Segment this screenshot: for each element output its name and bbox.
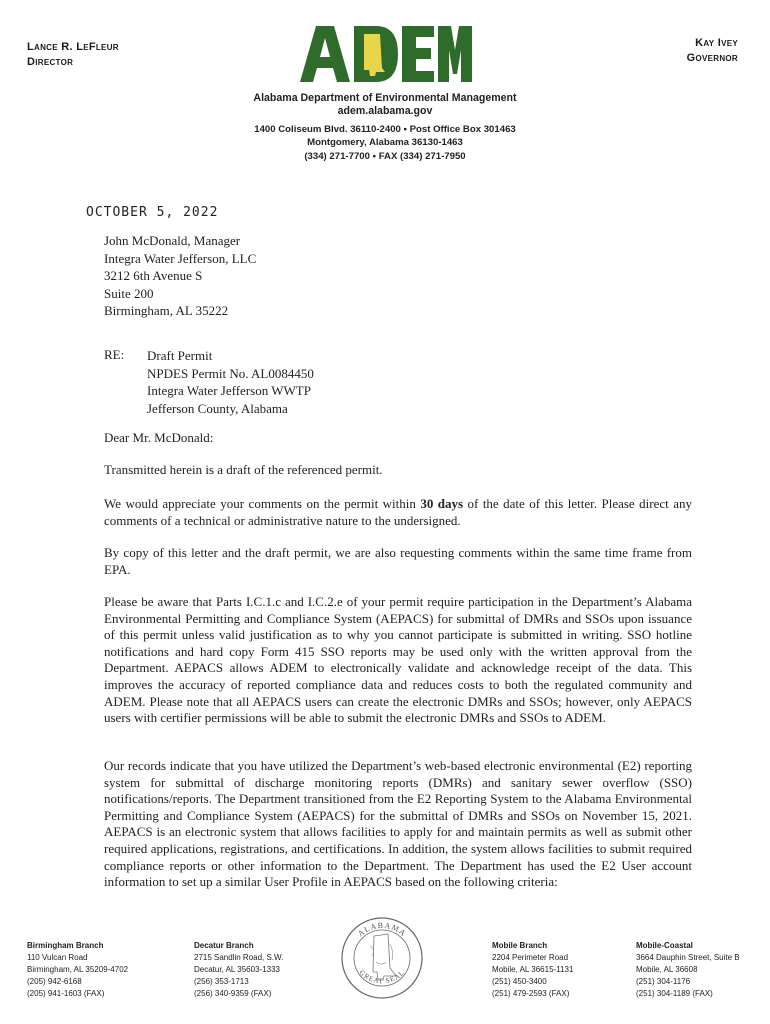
- paragraph-5: Our records indicate that you have utilized the Department’s web-based electronic environmental (E2) reporting system for submittal of discharge monitoring reports (DMRs) and sanitary sewer overflow (SSO) notifications/reports. The Department transitioned from the E2 Reporting System to the Alabama Environmental Permitting and Compliance System (AEPACS) for the submittal of DMRs and SSOs on November 15, 2021. AEPACS is an electronic system that allows facilities to apply for and maintain permits as well as submit other required applications, registrations, and certifications. In addition, the system allows facilities to submit required compliance reports or other information to the Department. The Department has used the E2 User account information to set up a similar User Profile in AEPACS based on the following criteria:: [104, 758, 692, 890]
- paragraph-3: By copy of this letter and the draft permit, we are also requesting comments within the same time frame from EPA.: [104, 545, 692, 577]
- branch-mobile: Mobile Branch 2204 Perimeter Road Mobile, AL 36615-1131 (251) 450-3400 (251) 479-2593 (FAX): [492, 941, 574, 998]
- seal-top-text: ALABAMA: [356, 920, 408, 939]
- paragraph-4: Please be aware that Parts I.C.1.c and I.C.2.e of your permit require participation in the Department’s Alabama Environmental Permitting and Compliance System (AEPACS) for submittal of DMRs and SSOs upon issuance of this permit unless valid justification as to why you cannot participate is submitted in writing. SSO hotline notifications and hard copy Form 415 SSO reports may be used only with the written approval from the Department. AEPACS allows ADEM to electronically validate and acknowledge receipt of the data. This improves the accuracy of reported compliance data and reduces costs to both the regulated community and ADEM. Please note that all AEPACS users can create the electronic DMRs and SSOs; however, only AEPACS users with certifier permissions will be able to submit the electronic DMRs and SSOs to ADEM.: [104, 594, 692, 726]
- governor-block: [687, 36, 738, 66]
- branch-mobile-coastal: Mobile-Coastal 3664 Dauphin Street, Suite B Mobile, AL 36608 (251) 304-1176 (251) 304-1189 (FAX): [636, 941, 740, 998]
- branch-birmingham: Birmingham Branch 110 Vulcan Road Birmingham, AL 35209-4702 (205) 942-6168 (205) 941-1603 (FAX): [27, 941, 129, 998]
- agency-name: Alabama Department of Environmental Management: [253, 92, 517, 104]
- recipient-line: Suite 200: [104, 285, 154, 301]
- agency-city: Montgomery, Alabama 36130-1463: [307, 137, 463, 149]
- director-title: Director: [27, 56, 74, 68]
- governor-title: Governor: [686, 52, 738, 64]
- recipient-line: Birmingham, AL 35222: [104, 303, 229, 319]
- svg-text:GREAT SEAL: [358, 968, 407, 985]
- salutation: Dear Mr. McDonald:: [104, 430, 214, 445]
- re-line: NPDES Permit No. AL0084450: [147, 365, 314, 381]
- svg-text:ALABAMA: [356, 921, 408, 938]
- branch-decatur: Decatur Branch 2715 Sandlin Road, S.W. Decatur, AL 35603-1333 (256) 353-1713 (256) 340-9359 (FAX): [194, 941, 284, 998]
- re-subject: [147, 347, 314, 417]
- paragraph-1: Transmitted herein is a draft of the referenced permit.: [104, 462, 383, 477]
- paragraph-2: We would appreciate your comments on the permit within 30 days of the date of this letter. Please direct any comments of a technical or administrative nature to the undersigned.: [104, 496, 692, 528]
- re-line: Integra Water Jefferson WWTP: [147, 383, 311, 398]
- director-name: Lance R. LeFleur: [27, 41, 119, 53]
- re-line: Jefferson County, Alabama: [147, 400, 288, 416]
- letter-date: OCTOBER 5, 2022: [86, 205, 219, 220]
- seal-bottom-text: GREAT SEAL: [357, 968, 407, 986]
- logo-text: ADEM: [383, 83, 387, 84]
- agency-info: [0, 92, 770, 163]
- recipient-line: Integra Water Jefferson, LLC: [104, 250, 257, 266]
- recipient-line: John McDonald, Manager: [104, 233, 241, 248]
- recipient-line: 3212 6th Avenue S: [104, 268, 203, 284]
- re-line: Draft Permit: [147, 348, 213, 363]
- recipient-address: [104, 232, 256, 320]
- agency-phone: (334) 271-7700 ▪ FAX (334) 271-7950: [304, 150, 466, 162]
- alabama-great-seal-icon: [340, 916, 424, 1000]
- governor-name: Kay Ivey: [695, 37, 738, 49]
- director-block: [27, 40, 119, 70]
- re-label: RE:: [104, 347, 125, 362]
- agency-address: 1400 Coliseum Blvd. 36110-2400 ▪ Post Office Box 301463: [254, 123, 516, 135]
- deadline-days: 30 days: [420, 496, 464, 511]
- adem-logo: [298, 24, 472, 84]
- agency-website: adem.alabama.gov: [337, 105, 433, 118]
